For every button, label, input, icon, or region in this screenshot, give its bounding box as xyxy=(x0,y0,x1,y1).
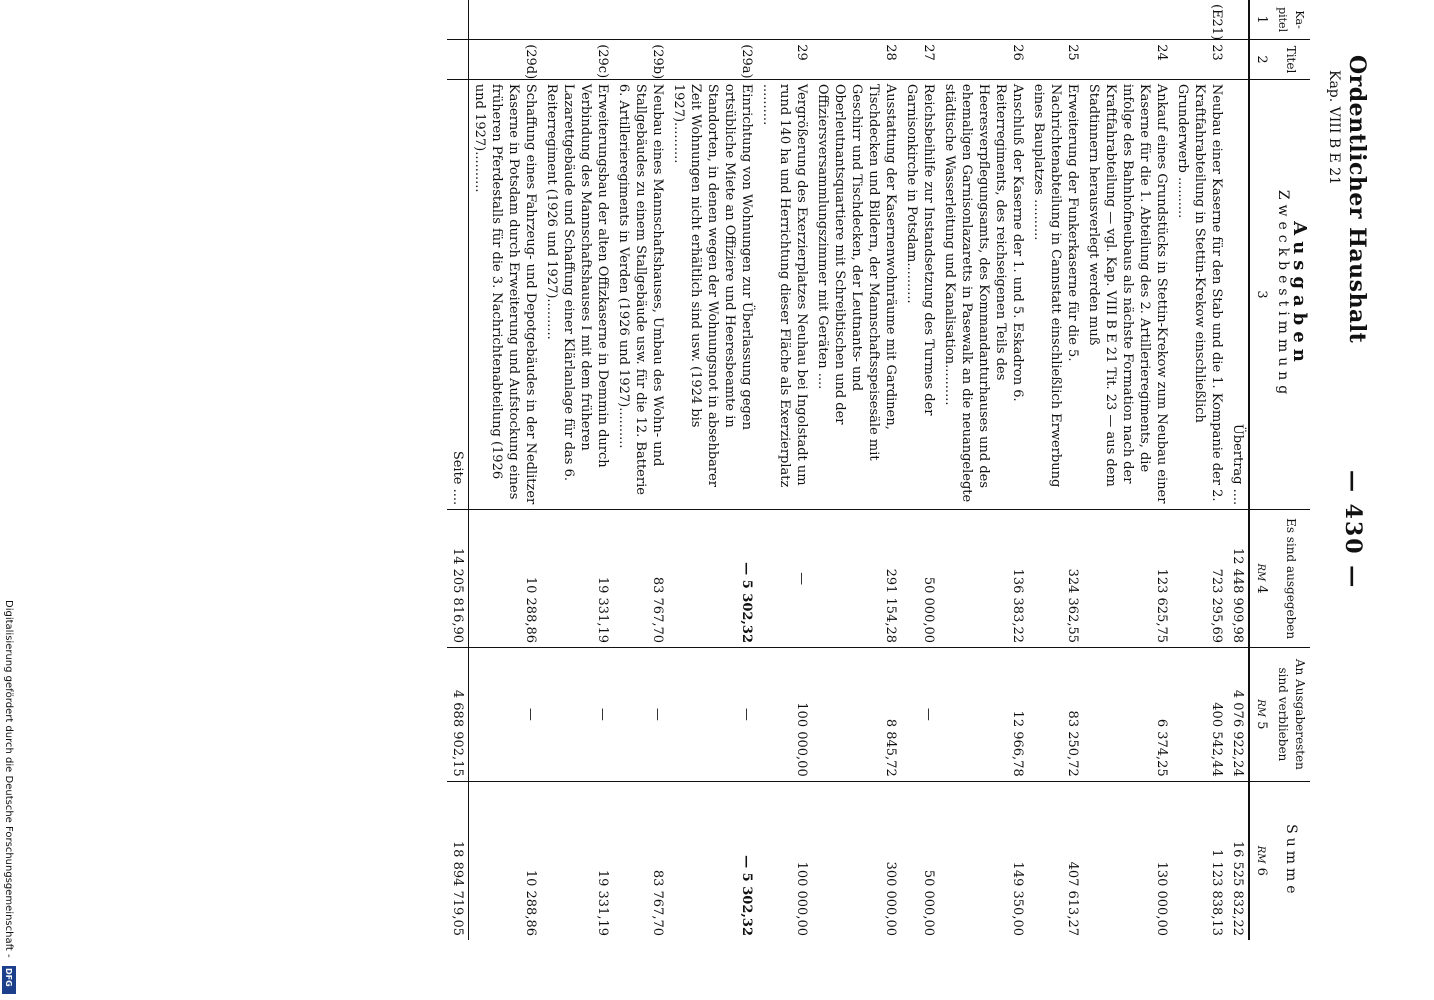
row-titel: 27 xyxy=(901,40,939,80)
row-text: Vergrößerung des Exerzierplatzes Neuhau bei Ingolstadt um rund 140 ha und Herrichtung dieser Fläche als Exerzierplatz .......... xyxy=(757,79,812,509)
row-ausgegeben: 10 288,86 xyxy=(469,510,542,648)
total-ausgegeben: 14 205 816,90 xyxy=(447,510,469,648)
row-titel: 23 xyxy=(1172,40,1227,80)
row-reste: — xyxy=(901,648,939,782)
table-row xyxy=(812,0,901,940)
row-summe: 300 000,00 xyxy=(883,861,898,936)
row-reste: — xyxy=(668,648,757,782)
header-titel: Titel xyxy=(1272,40,1310,80)
colnum-4: RM 4 xyxy=(1249,510,1272,648)
row-titel: (29a) xyxy=(668,40,757,80)
row-ausgegeben: 83 767,70 xyxy=(613,510,668,648)
table-row xyxy=(1083,0,1172,940)
page-header xyxy=(1320,0,1380,1000)
row-kapitel xyxy=(757,0,812,40)
row-summe: 149 350,00 xyxy=(1010,861,1025,936)
uebertrag-label: Übertrag .... xyxy=(1227,79,1249,509)
row-text: Ausstattung der Kasernenwohnräume mit Gardinen, Tischdecken und Bildern, der Mannschaftsspeisesäle mit Geschirr und Tischdecken, der Leutnants- und Oberleutnantsquartiere mit Schreibtischen und der Offiziersversammlungszimmer mit Geräten .... xyxy=(812,79,901,509)
table-row xyxy=(469,0,542,940)
uebertrag-reste: 4 076 922,24 xyxy=(1227,648,1249,782)
row-ausgegeben: 723 295,69 xyxy=(1172,510,1227,648)
colnum-3: 3 xyxy=(1249,79,1272,509)
header-kapitel: Ka-pitel xyxy=(1272,0,1310,40)
rotated-content xyxy=(140,0,1380,1000)
header-zweckbestimmung: Zweckbestimmung xyxy=(1275,189,1291,400)
table-header-row xyxy=(1272,0,1310,940)
row-titel: 25 xyxy=(1028,40,1083,80)
dfg-watermark xyxy=(2,600,16,990)
total-label: Seite .... xyxy=(447,79,469,509)
row-summe: 19 331,19 xyxy=(595,869,610,936)
table-row xyxy=(1028,0,1083,940)
dfg-logo xyxy=(2,966,16,994)
colnum-1: 1 xyxy=(1249,0,1272,40)
row-titel: (29c) xyxy=(541,40,613,80)
row-text: Ankauf eines Grundstücks in Stettin-Krekow zum Neubau einer Kaserne für die 1. Abteilung des 2. Artillerieregiments, die infolge des Bahnhofneubaus als nächste Formation nach der Kraftfahrabteilung — vgl. Kap. VIII B E 21 Tit. 23 — aus dem Stadtinnern herausverlegt werden muß xyxy=(1083,79,1172,509)
row-text: Erweiterungsbau der alten Offizkaserne in Demmin durch Verbindung des Mannschaftshauses I mit dem früheren Lazarettgebäude und Schaffung einer Klärlanlage für das 6. Reiterregiment (1926 und 1927).......... xyxy=(541,79,613,509)
table-row xyxy=(1172,0,1227,940)
row-kapitel xyxy=(1083,0,1172,40)
budget-table xyxy=(447,0,1310,940)
total-row xyxy=(447,0,469,940)
row-summe: 10 288,86 xyxy=(523,869,538,936)
row-reste: 12 966,78 xyxy=(939,648,1028,782)
row-ausgegeben: 291 154,28 xyxy=(812,510,901,648)
total-reste: 4 688 902,15 xyxy=(447,648,469,782)
unit-4: RM xyxy=(1255,563,1266,582)
row-reste: 8 845,72 xyxy=(812,648,901,782)
row-ausgegeben: — 5 302,32 xyxy=(668,510,757,648)
header-ausgegeben: Es sind ausgegeben xyxy=(1272,510,1310,648)
row-reste: 6 374,25 xyxy=(1083,648,1172,782)
row-titel: 28 xyxy=(812,40,901,80)
row-reste: 400 542,44 xyxy=(1172,648,1227,782)
row-ausgegeben: 50 000,00 xyxy=(901,510,939,648)
unit-5: RM xyxy=(1255,699,1266,718)
table-row xyxy=(613,0,668,940)
row-titel: 29 xyxy=(757,40,812,80)
row-summe: 407 613,27 xyxy=(1065,861,1080,936)
row-kapitel xyxy=(939,0,1028,40)
row-titel: (29b) xyxy=(613,40,668,80)
header-ausgaben: Ausgaben xyxy=(1289,221,1310,368)
row-text: Erweiterung der Funkerkaserne für die 5. Nachrichtenabteilung in Cannstatt einschließlich Erwerbung eines Bauplatzes .......... xyxy=(1028,79,1083,509)
row-summe: 1 123 838,13 xyxy=(1209,849,1224,936)
row-ausgegeben: — xyxy=(757,510,812,648)
row-kapitel xyxy=(901,0,939,40)
row-kapitel xyxy=(469,0,542,40)
row-summe: 83 767,70 xyxy=(650,869,665,936)
row-ausgegeben: 136 383,22 xyxy=(939,510,1028,648)
row-reste: — xyxy=(541,648,613,782)
watermark-text: Digitalisierung gefördert durch die Deutsche Forschungsgemeinschaft - xyxy=(3,600,14,958)
row-kapitel xyxy=(812,0,901,40)
table-row xyxy=(668,0,757,940)
unit-6: RM xyxy=(1255,845,1266,864)
row-summe: — 5 302,32 xyxy=(739,855,754,936)
uebertrag-ausgegeben: 12 448 909,98 xyxy=(1227,510,1249,648)
colnum-6: RM 6 xyxy=(1249,781,1272,940)
row-text: Schaffung eines Fahrzeug- und Depotgebäudes in der Nedlitzer Kaserne in Potsdam durch Erweiterung und Aufstockung eines früheren Pferdestalls für die 3. Nachrichtenabteilung (1926 und 1927).......... xyxy=(469,79,542,509)
row-reste: 83 250,72 xyxy=(1028,648,1083,782)
row-text: Reichsbeihilfe zur Instandsetzung des Turmes der Garnisonkirche in Potsdam.......... xyxy=(901,79,939,509)
row-reste: 100 000,00 xyxy=(757,648,812,782)
table-row xyxy=(901,0,939,940)
total-summe: 18 894 719,05 xyxy=(447,781,469,940)
row-summe: 130 000,00 xyxy=(1154,861,1169,936)
row-ausgegeben: 123 625,75 xyxy=(1083,510,1172,648)
row-kapitel xyxy=(613,0,668,40)
header-zweck xyxy=(1272,79,1310,509)
colnum-5: RM 5 xyxy=(1249,648,1272,782)
header-ausgaberesten: An Ausgaberesten sind verblieben xyxy=(1272,648,1310,782)
page-subtitle: Kap. VIII B E 21 xyxy=(1326,70,1342,186)
uebertrag-row xyxy=(1227,0,1249,940)
row-reste: — xyxy=(469,648,542,782)
row-ausgegeben: 19 331,19 xyxy=(541,510,613,648)
dfg-logo-text: DFG xyxy=(4,968,13,987)
table-row xyxy=(939,0,1028,940)
row-titel: 24 xyxy=(1083,40,1172,80)
row-summe: 100 000,00 xyxy=(794,861,809,936)
table-row xyxy=(757,0,812,940)
header-summe: Summe xyxy=(1283,824,1300,898)
page-title: Ordentlicher Haushalt xyxy=(1344,55,1370,344)
row-kapitel xyxy=(1028,0,1083,40)
row-text: Neubau einer Kaserne für den Stab und die 1. Kompanie der 2. Kraftfahrabteilung in Stettin-Krekow einschließlich Grunderwerb .......... xyxy=(1172,79,1227,509)
table-row xyxy=(541,0,613,940)
row-titel: 26 xyxy=(939,40,1028,80)
row-kapitel xyxy=(541,0,613,40)
page-number: — 430 — xyxy=(1340,470,1366,590)
row-summe: 50 000,00 xyxy=(921,869,936,936)
row-text: Anschluß der Kaserne der 1. und 5. Eskadron 6. Reiterregiments, des reichseigenen Teils des Heeresverpflegungsamts, des Kommandanturhauses und des ehemaligen Garnisonlazaretts in Pasewalk an die neuangelegte städtische Wasserleitung und Kanalisation.......... xyxy=(939,79,1028,509)
row-text: Neubau eines Mannschaftshauses, Umbau des Wohn- und Stallgebäudes zu einem Stallgebäude usw. für die 12. Batterie 6. Artillerieregiments in Verden (1926 und 1927).......... xyxy=(613,79,668,509)
uebertrag-summe: 16 525 832,22 xyxy=(1230,840,1245,936)
row-kapitel xyxy=(668,0,757,40)
row-titel: (29d) xyxy=(469,40,542,80)
column-number-row xyxy=(1249,0,1272,940)
row-text: Einrichtung von Wohnungen zur Überlassung gegen ortsübliche Miete an Offiziere und Heeresbeamte in Standorten, in denen wegen der Wohnungsnot in absehbarer Zeit Wohnungen nicht erhältlich sind usw. (1924 bis 1927).......... xyxy=(668,79,757,509)
row-reste: — xyxy=(613,648,668,782)
row-kapitel: (E21) xyxy=(1172,0,1227,40)
row-ausgegeben: 324 362,55 xyxy=(1028,510,1083,648)
colnum-2: 2 xyxy=(1249,40,1272,80)
